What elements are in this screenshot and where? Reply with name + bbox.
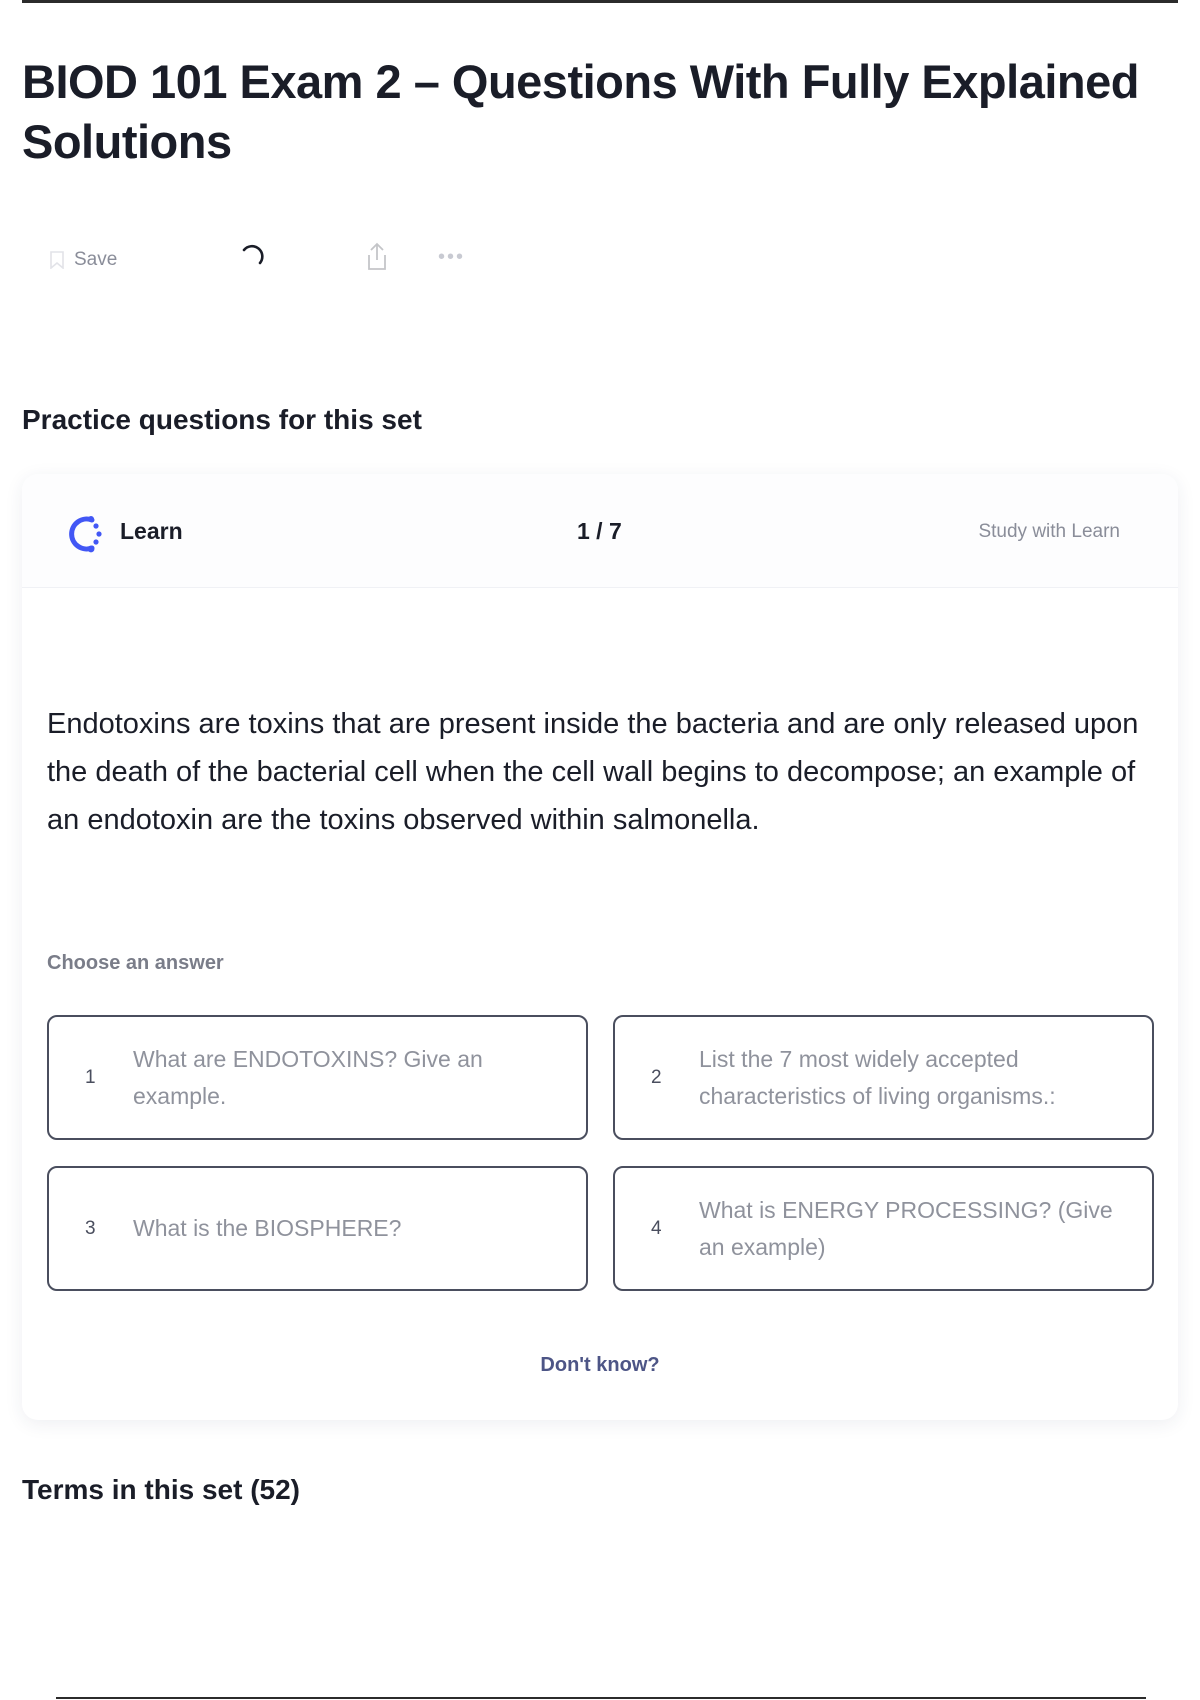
option-number: 2	[651, 1066, 662, 1088]
terms-heading: Terms in this set (52)	[22, 1474, 301, 1505]
save-button[interactable]	[50, 249, 117, 271]
dont-know-button[interactable]: Don't know?	[540, 1354, 660, 1376]
share-icon[interactable]	[364, 242, 390, 277]
option-text: What is the BIOSPHERE?	[133, 1215, 402, 1241]
more-icon[interactable]: •••	[438, 246, 466, 268]
practice-card	[22, 474, 1178, 1420]
toolbar	[50, 242, 117, 278]
save-label: Save	[74, 249, 118, 270]
option-text: List the 7 most widely accepted characteristics of living organisms.:	[699, 1045, 1056, 1109]
learn-mode-label: Learn	[120, 518, 183, 544]
option-number: 4	[651, 1217, 662, 1239]
page-title: BIOD 101 Exam 2 – Questions With Fully Explained Solutions	[22, 55, 1139, 168]
card-header	[22, 474, 1178, 588]
option-text: What are ENDOTOXINS? Give an example.	[133, 1045, 483, 1109]
answer-option-4[interactable]	[613, 1166, 1154, 1291]
learn-mode-icon	[62, 512, 106, 561]
question-prompt: Endotoxins are toxins that are present inside the bacteria and are only released upon the death of the bacterial cell when the cell wall begins to decompose; an example of an endotoxin are the toxins observed within salmonella.	[47, 708, 1139, 836]
answer-option-1[interactable]	[47, 1015, 588, 1140]
top-divider	[22, 0, 1178, 3]
question-progress: 1 / 7	[577, 518, 622, 544]
option-text: What is ENERGY PROCESSING? (Give an example)	[699, 1196, 1113, 1260]
answer-option-2[interactable]	[613, 1015, 1154, 1140]
practice-heading: Practice questions for this set	[22, 404, 422, 435]
answer-option-3[interactable]	[47, 1166, 588, 1291]
bottom-divider	[56, 1697, 1146, 1699]
choose-answer-label: Choose an answer	[47, 952, 224, 974]
bookmark-icon	[50, 251, 64, 269]
study-with-learn-link[interactable]: Study with Learn	[978, 521, 1120, 542]
spinner-icon	[240, 244, 266, 275]
option-number: 3	[85, 1217, 96, 1239]
option-number: 1	[85, 1066, 96, 1088]
